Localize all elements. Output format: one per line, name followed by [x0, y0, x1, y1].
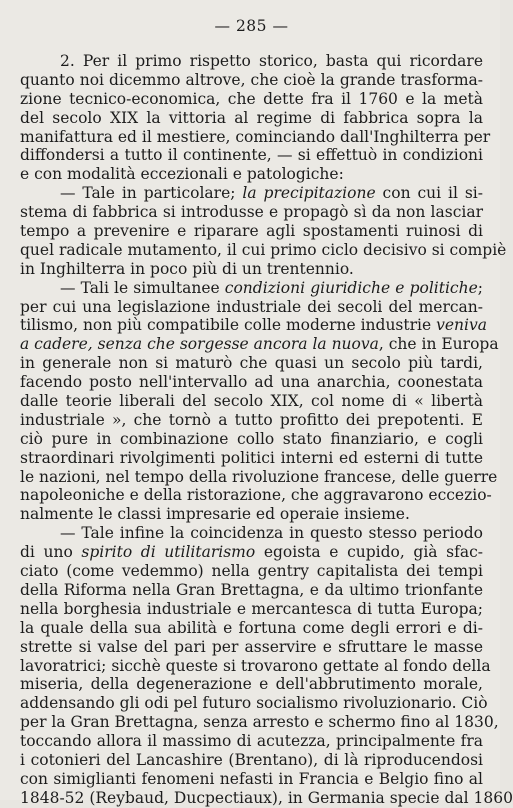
text-run: — Tale in particolare; — [60, 184, 243, 203]
text-line: miseria, della degenerazione e dell'abbrutimento morale, — [20, 675, 483, 694]
text-line: 2. Per il primo rispetto storico, basta qui ricordare — [60, 52, 483, 70]
text-line: dalle teorie liberali del secolo XIX, col nome di « libertà — [20, 392, 483, 411]
text-line: toccando allora il massimo di acutezza, principalmente fra — [20, 732, 483, 751]
italic-phrase: la precipitazione — [242, 184, 376, 203]
text-line: e con modalità eccezionali e patologiche: — [20, 165, 344, 184]
text-run: di uno — [20, 543, 82, 562]
text-line: addensando gli odi pel futuro socialismo rivoluzionario. Ciò — [20, 694, 488, 713]
page-number: — 285 — — [214, 17, 289, 35]
text-line — [20, 543, 483, 562]
text-line: napoleoniche e della ristorazione, che aggravarono eccezio- — [20, 486, 492, 505]
italic-phrase: veniva — [436, 316, 487, 335]
text-line: la quale della sua abilità e fortuna come degli errori e di- — [20, 618, 483, 637]
text-run: ; — [477, 278, 483, 297]
text-run: tilismo, non più compatibile colle moderne industrie — [20, 316, 437, 335]
text-line: della Riforma nella Gran Brettagna, e da ultimo trionfante — [20, 580, 483, 599]
text-line: industriale », che tornò a tutto profitto dei prepotenti. E — [20, 410, 483, 429]
italic-phrase: a cadere, senza che sorgesse ancora la nuova — [20, 335, 379, 354]
text-line: in generale non si maturò che quasi un secolo più tardi, — [20, 354, 483, 373]
text-line — [20, 316, 487, 335]
text-line: facendo posto nell'intervallo ad una anarchia, coonestata — [20, 373, 483, 392]
text-line: ciò pure in combinazione collo stato finanziario, e cogli — [20, 429, 483, 448]
text-line: diffondersi a tutto il continente, — si effettuò in condizioni — [20, 146, 483, 165]
text-line: nalmente le classi impresarie ed operaie insieme. — [20, 505, 410, 524]
text-line: zione tecnico-economica, che dette fra il 1760 e la metà — [20, 89, 483, 108]
text-line: con simiglianti fenomeni nefasti in Francia e Belgio fino al — [20, 769, 483, 788]
text-line: le nazioni, nel tempo della rivoluzione francese, delle guerre — [20, 467, 498, 486]
text-line — [20, 184, 483, 203]
text-line: ciato (come vedemmo) nella gentry capitalista dei tempi — [20, 562, 483, 581]
text-run: — Tali le simultanee — [60, 278, 225, 297]
text-line: stema di fabbrica si introdusse e propagò sì da non lasciar — [20, 203, 483, 222]
text-line: lavoratrici; sicchè queste si trovarono gettate al fondo della — [20, 656, 491, 675]
text-line: del secolo XIX la vittoria al regime di fabbrica sopra la — [20, 108, 483, 127]
italic-phrase: condizioni giuridiche e politiche — [224, 278, 478, 297]
text-line: per cui una legislazione industriale dei secoli del mercan- — [20, 297, 483, 316]
text-line: manifattura ed il mestiere, cominciando dall'Inghilterra per — [20, 127, 491, 146]
text-line: in Inghilterra in poco più di un trentennio. — [20, 259, 354, 278]
text-line: quel radicale mutamento, il cui primo ciclo decisivo si compiè — [20, 240, 507, 259]
text-line: strette si valse del pari per asservire e sfruttare le masse — [20, 637, 483, 656]
text-line: tempo a prevenire e riparare agli spostamenti ruinosi di — [20, 222, 483, 241]
text-line: straordinari rivolgimenti politici interni ed esterni di tutte — [20, 448, 483, 467]
text-line: i cotonieri del Lancashire (Brentano), di là riproducendosi — [20, 750, 483, 769]
text-line: — Tale infine la coincidenza in questo stesso periodo — [60, 524, 483, 543]
text-line: 1848-52 (Reybaud, Ducpectiaux), in Germania specie dal 1860 — [20, 788, 513, 807]
text-line — [20, 279, 483, 298]
text-line: per la Gran Brettagna, senza arresto e schermo fino al 1830, — [20, 713, 499, 732]
text-line: nella borghesia industriale e mercantesca di tutta Europa; — [20, 599, 483, 618]
text-line — [20, 335, 499, 354]
italic-phrase: spirito di utilitarismo — [81, 543, 256, 562]
text-line: quanto noi dicemmo altrove, che cioè la grande trasforma- — [20, 70, 483, 89]
body-text — [20, 52, 513, 808]
text-run: egoista e cupido, già sfac- — [255, 543, 484, 562]
text-run: , che in Europa — [378, 335, 499, 354]
text-run: con cui il si- — [375, 184, 484, 203]
